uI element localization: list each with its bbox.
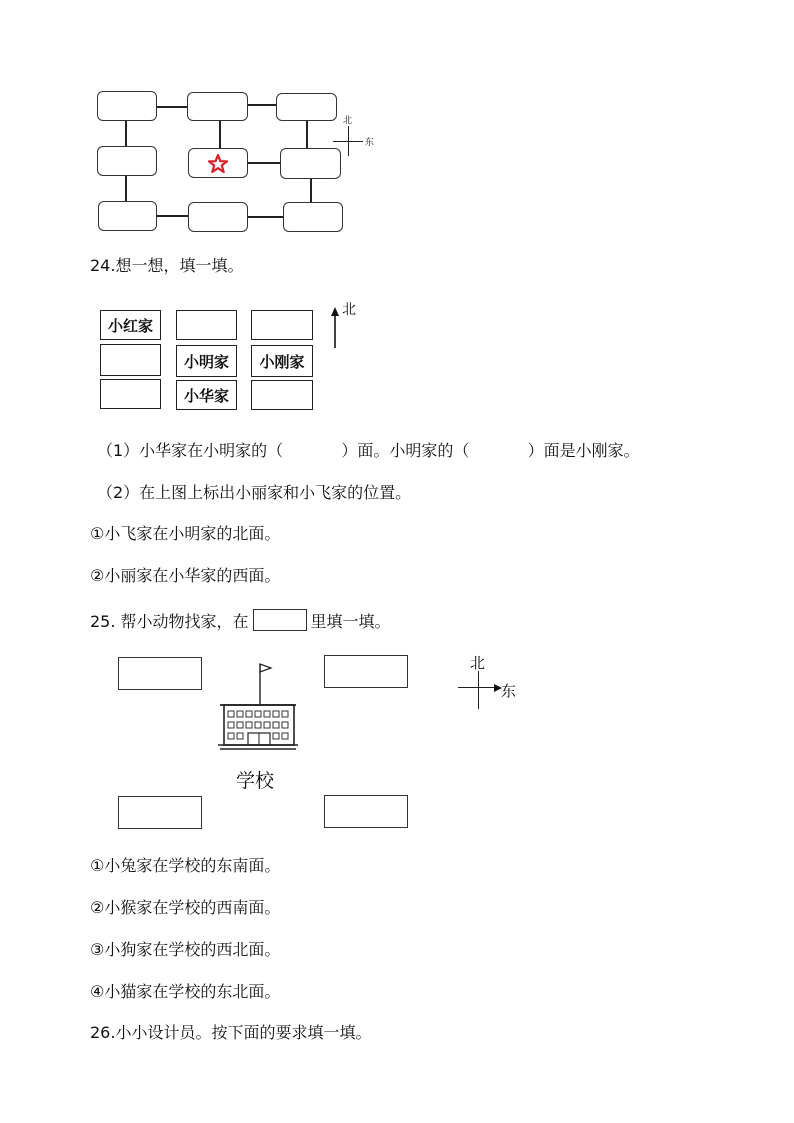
map-box[interactable] <box>283 202 343 232</box>
q25-item: ③小狗家在学校的西北面。 <box>90 940 281 959</box>
school-label: 学校 <box>236 770 275 792</box>
q25-title-text-a: 25. 帮小动物找家，在 <box>90 612 249 631</box>
house-empty[interactable] <box>100 379 161 409</box>
q25-title-text-b: 里填一填。 <box>310 612 391 631</box>
map-box[interactable] <box>97 146 157 176</box>
house-empty[interactable] <box>251 380 313 410</box>
north-label: 北 <box>342 302 356 318</box>
connector-line <box>157 215 188 217</box>
q24-part1 <box>97 441 640 461</box>
animal-house-box-se[interactable] <box>324 795 408 828</box>
q24-part1-text-b: ）面。小明家的（ <box>341 441 470 460</box>
connector-line <box>306 120 308 150</box>
map-box[interactable] <box>98 201 157 231</box>
map-box[interactable] <box>97 91 157 121</box>
compass-ew-line <box>333 141 363 142</box>
compass-ns-line <box>478 671 479 709</box>
connector-line <box>125 120 127 148</box>
map-box[interactable] <box>187 92 248 121</box>
animal-house-box-ne[interactable] <box>324 655 408 688</box>
house-xiaohua: 小华家 <box>176 380 237 410</box>
north-arrow-icon <box>328 306 342 350</box>
house-empty[interactable] <box>176 310 237 340</box>
q24-part2: （2）在上图上标出小丽家和小飞家的位置。 <box>97 483 412 502</box>
house-xiaoming: 小明家 <box>176 345 237 377</box>
map-box-center <box>188 148 248 178</box>
q24-item2: ②小丽家在小华家的西面。 <box>90 566 281 585</box>
house-empty[interactable] <box>100 344 161 376</box>
compass-ew-line <box>458 687 496 688</box>
q25-title-box <box>253 609 307 631</box>
q24-item1: ①小飞家在小明家的北面。 <box>90 524 281 543</box>
q24-title: 24.想一想，填一填。 <box>90 256 244 275</box>
compass-north-label: 北 <box>343 116 353 126</box>
star-icon <box>208 154 228 173</box>
compass-east-label: 东 <box>365 138 375 148</box>
q24-part1-text-a: （1）小华家在小明家的（ <box>97 441 284 460</box>
connector-line <box>248 216 283 218</box>
map-box[interactable] <box>188 202 248 232</box>
q25-title <box>90 609 391 632</box>
q26-title: 26.小小设计员。按下面的要求填一填。 <box>90 1023 372 1042</box>
q25-item: ④小猫家在学校的东北面。 <box>90 982 281 1001</box>
connector-line <box>219 120 221 150</box>
connector-line <box>156 106 188 108</box>
connector-line <box>248 162 281 164</box>
house-xiaogang: 小刚家 <box>251 345 313 377</box>
animal-house-box-nw[interactable] <box>118 657 202 690</box>
map-box[interactable] <box>276 93 337 121</box>
house-empty[interactable] <box>251 310 313 340</box>
compass-north-label: 北 <box>470 654 486 672</box>
house-xiaohong: 小红家 <box>100 310 161 340</box>
animal-house-box-sw[interactable] <box>118 796 202 829</box>
map-box[interactable] <box>280 148 341 179</box>
connector-line <box>248 104 277 106</box>
connector-line <box>125 176 127 203</box>
compass-east-label: 东 <box>501 682 517 700</box>
school-building-icon <box>216 661 298 763</box>
connector-line <box>310 178 312 203</box>
q25-item: ②小猴家在学校的西南面。 <box>90 898 281 917</box>
q25-item: ①小兔家在学校的东南面。 <box>90 856 281 875</box>
q24-part1-text-c: ）面是小刚家。 <box>527 441 640 460</box>
